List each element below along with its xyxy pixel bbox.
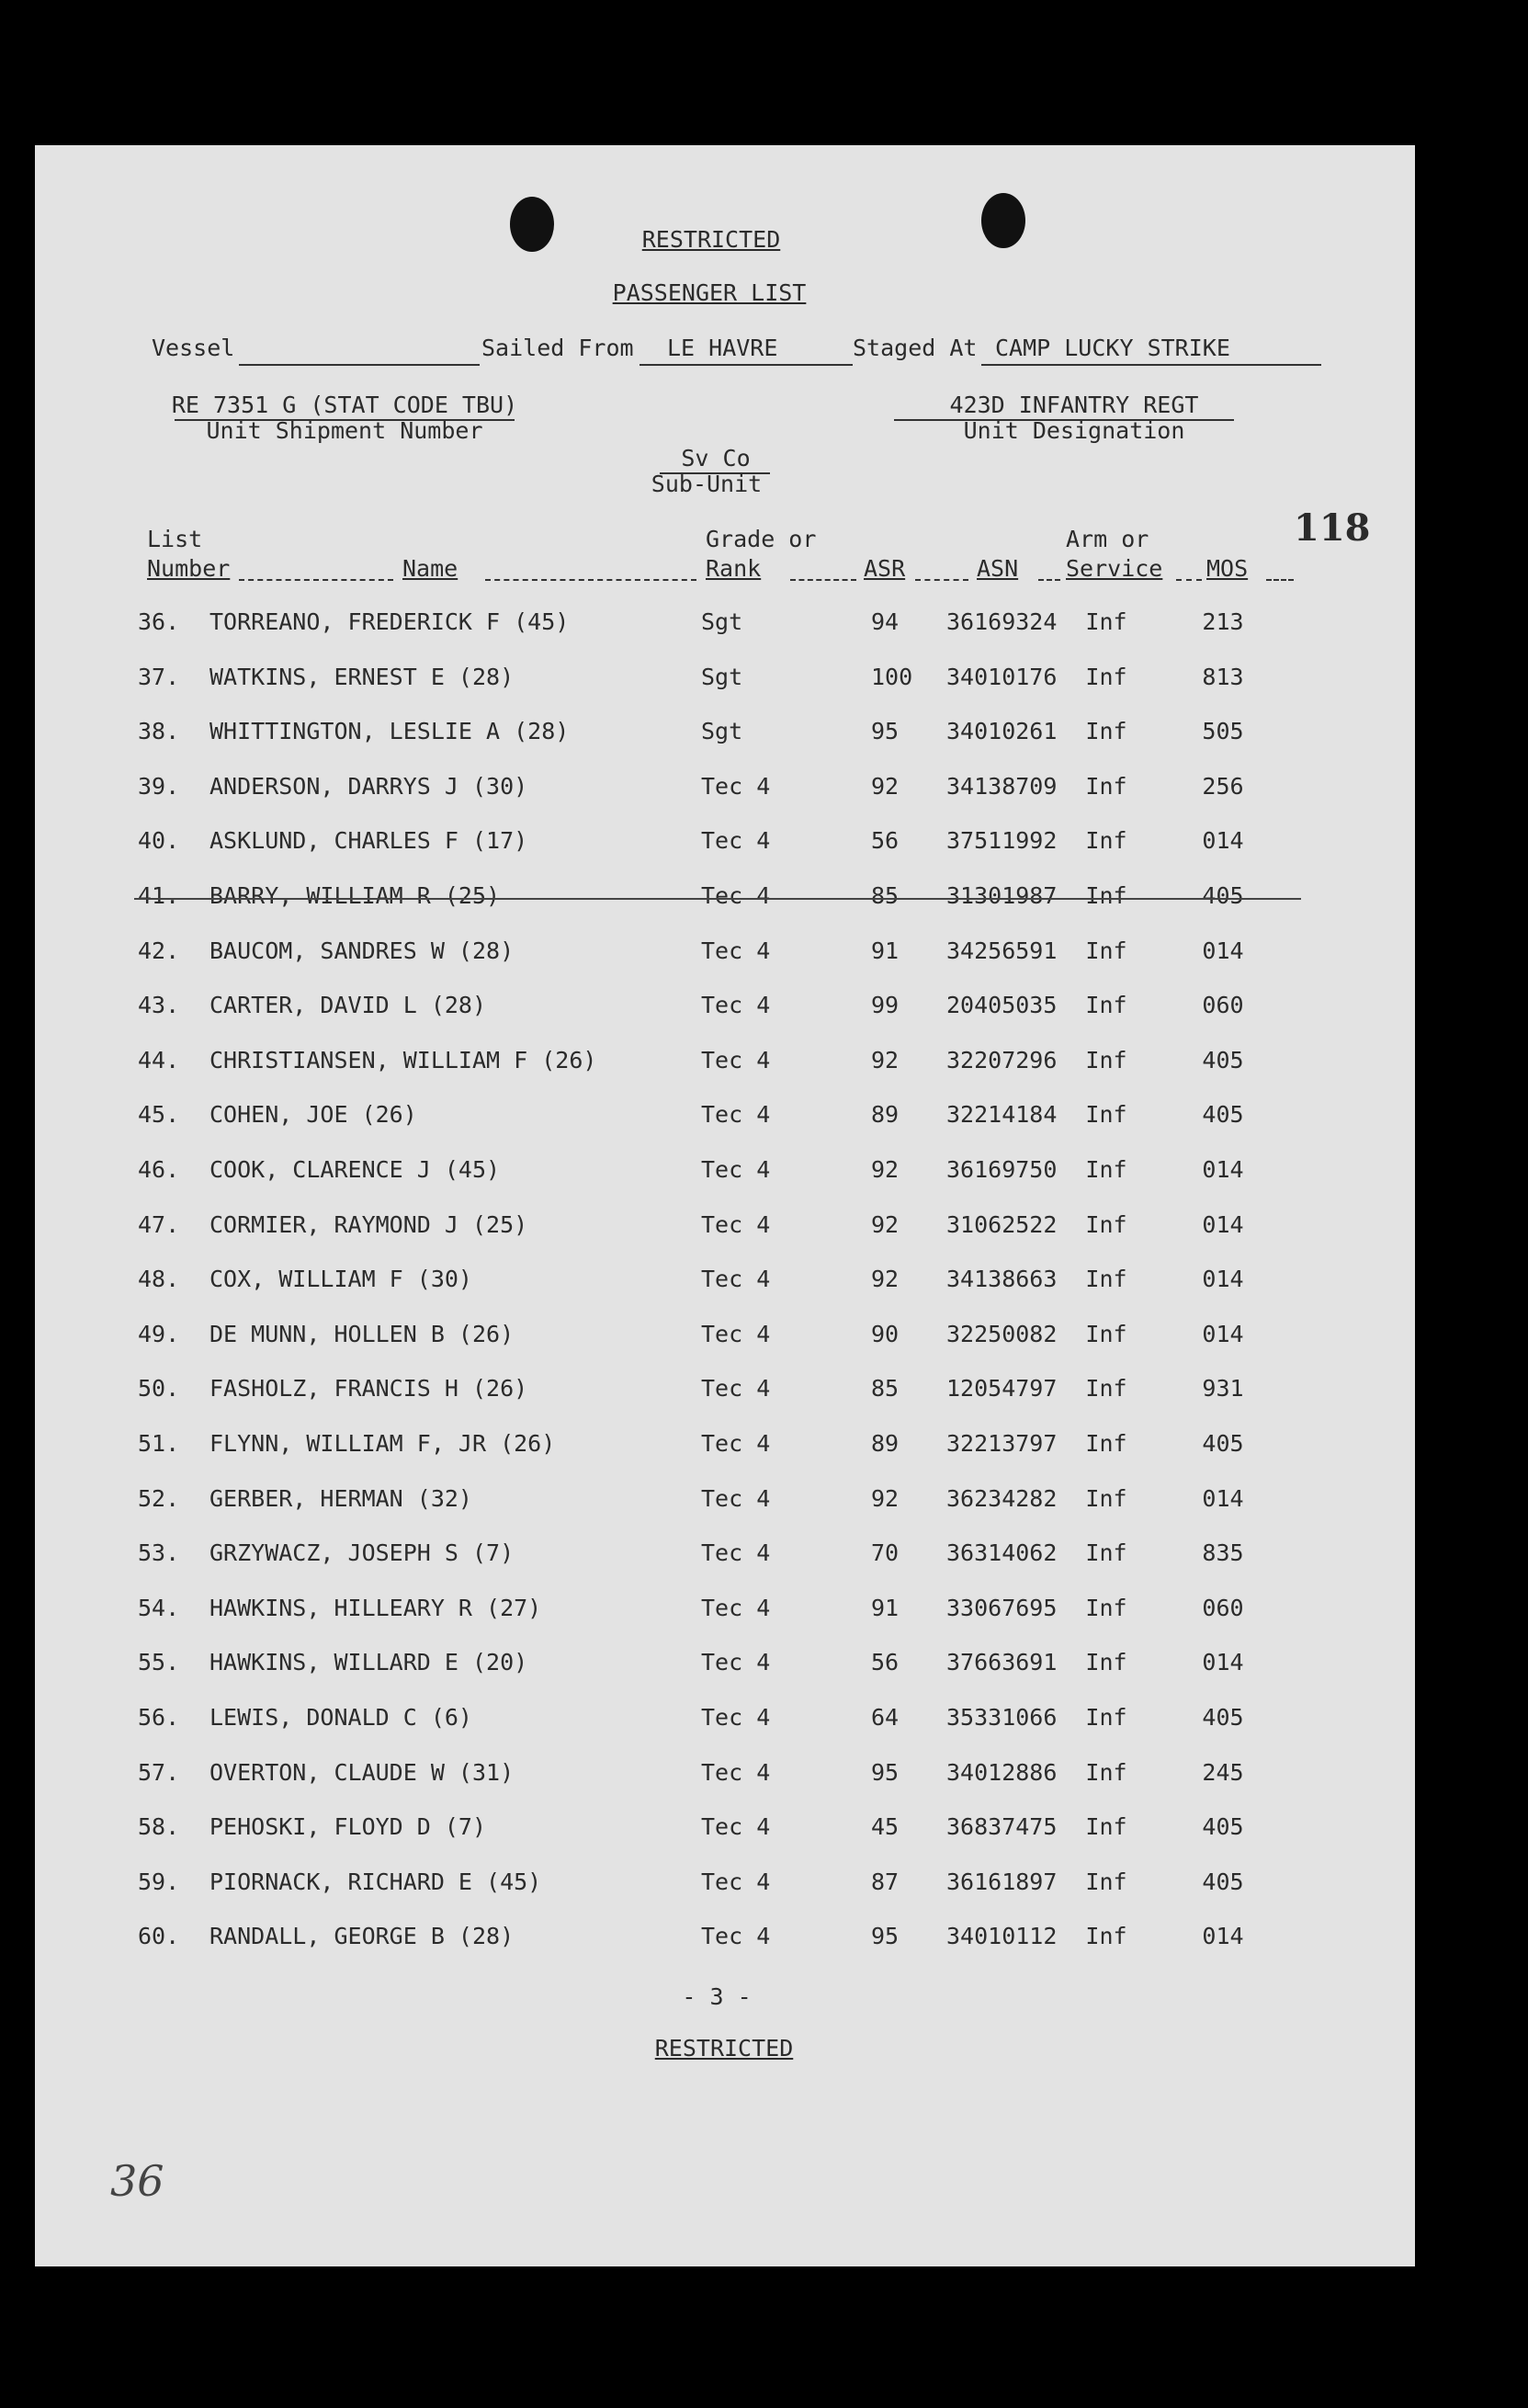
mos-cell: 014 xyxy=(1202,937,1244,964)
list-number-cell: 36. xyxy=(138,608,180,635)
table-row xyxy=(35,769,1415,806)
grade-cell: Tec 4 xyxy=(701,1101,771,1129)
arm-cell: Inf xyxy=(1085,1868,1127,1895)
restricted-bottom: RESTRICTED xyxy=(654,2035,794,2062)
asr-cell: 91 xyxy=(871,1594,900,1621)
col-asn: ASN xyxy=(977,555,1019,582)
arm-cell: Inf xyxy=(1085,882,1127,909)
grade-cell: Tec 4 xyxy=(701,1923,771,1950)
list-number-cell: 47. xyxy=(138,1210,180,1238)
asn-cell: 32207296 xyxy=(946,1046,1058,1073)
header-dash xyxy=(790,579,856,581)
name-cell: ASKLUND, CHARLES F (17) xyxy=(209,827,528,855)
list-number-cell: 41. xyxy=(138,882,180,909)
table-row xyxy=(35,605,1415,642)
col-grade-2: Rank xyxy=(706,555,762,582)
asr-cell: 90 xyxy=(871,1320,900,1347)
table-row xyxy=(35,1645,1415,1682)
asn-cell: 35331066 xyxy=(946,1704,1058,1731)
table-row xyxy=(35,1208,1415,1244)
arm-cell: Inf xyxy=(1085,1320,1127,1347)
table-row xyxy=(35,1536,1415,1573)
asn-cell: 34010112 xyxy=(946,1923,1058,1950)
asn-cell: 34256591 xyxy=(946,937,1058,964)
name-cell: FASHOLZ, FRANCIS H (26) xyxy=(209,1375,528,1403)
arm-cell: Inf xyxy=(1085,1375,1127,1403)
asn-cell: 34010176 xyxy=(946,663,1058,690)
asn-cell: 32213797 xyxy=(946,1430,1058,1457)
shipment-number-value: RE 7351 G (STAT CODE TBU) xyxy=(171,392,518,418)
table-row xyxy=(35,660,1415,697)
arm-cell: Inf xyxy=(1085,1046,1127,1073)
name-cell: GERBER, HERMAN (32) xyxy=(209,1484,472,1512)
mos-cell: 014 xyxy=(1202,1923,1244,1950)
arm-cell: Inf xyxy=(1085,1594,1127,1621)
grade-cell: Tec 4 xyxy=(701,1539,771,1567)
sub-unit-value: Sv Co xyxy=(681,445,751,471)
asn-cell: 34138663 xyxy=(946,1266,1058,1293)
name-cell: COOK, CLARENCE J (45) xyxy=(209,1156,501,1183)
asr-cell: 56 xyxy=(871,827,900,855)
table-row xyxy=(35,1700,1415,1737)
arm-cell: Inf xyxy=(1085,1649,1127,1676)
asr-cell: 45 xyxy=(871,1813,900,1841)
name-cell: DE MUNN, HOLLEN B (26) xyxy=(209,1320,515,1347)
arm-cell: Inf xyxy=(1085,1539,1127,1567)
list-number-cell: 57. xyxy=(138,1758,180,1786)
asn-cell: 37511992 xyxy=(946,827,1058,855)
asr-cell: 91 xyxy=(871,937,900,964)
asr-cell: 70 xyxy=(871,1539,900,1567)
asr-cell: 89 xyxy=(871,1430,900,1457)
arm-cell: Inf xyxy=(1085,772,1127,800)
table-row xyxy=(35,1317,1415,1354)
asr-cell: 85 xyxy=(871,1375,900,1403)
name-cell: CHRISTIANSEN, WILLIAM F (26) xyxy=(209,1046,597,1073)
sailed-from-line xyxy=(639,364,853,366)
asr-cell: 94 xyxy=(871,608,900,635)
name-cell: HAWKINS, WILLARD E (20) xyxy=(209,1649,528,1676)
grade-cell: Sgt xyxy=(701,718,743,745)
mos-cell: 014 xyxy=(1202,1320,1244,1347)
arm-cell: Inf xyxy=(1085,1758,1127,1786)
asr-cell: 85 xyxy=(871,882,900,909)
mos-cell: 405 xyxy=(1202,1704,1244,1731)
mos-cell: 014 xyxy=(1202,1649,1244,1676)
list-number-cell: 44. xyxy=(138,1046,180,1073)
mos-cell: 014 xyxy=(1202,1484,1244,1512)
grade-cell: Tec 4 xyxy=(701,1594,771,1621)
arm-cell: Inf xyxy=(1085,1266,1127,1293)
shipment-number-label: Unit Shipment Number xyxy=(206,417,483,444)
grade-cell: Tec 4 xyxy=(701,1210,771,1238)
arm-cell: Inf xyxy=(1085,608,1127,635)
sailed-from-value: LE HAVRE xyxy=(667,335,778,361)
table-row xyxy=(35,1097,1415,1134)
grade-cell: Tec 4 xyxy=(701,882,771,909)
arm-cell: Inf xyxy=(1085,827,1127,855)
name-cell: LEWIS, DONALD C (6) xyxy=(209,1704,472,1731)
name-cell: RANDALL, GEORGE B (28) xyxy=(209,1923,515,1950)
list-number-cell: 50. xyxy=(138,1375,180,1403)
name-cell: CORMIER, RAYMOND J (25) xyxy=(209,1210,528,1238)
list-number-cell: 42. xyxy=(138,937,180,964)
asr-cell: 99 xyxy=(871,992,900,1019)
list-number-cell: 56. xyxy=(138,1704,180,1731)
grade-cell: Tec 4 xyxy=(701,1868,771,1895)
mos-cell: 245 xyxy=(1202,1758,1244,1786)
asn-cell: 36169750 xyxy=(946,1156,1058,1183)
name-cell: WHITTINGTON, LESLIE A (28) xyxy=(209,718,570,745)
name-cell: OVERTON, CLAUDE W (31) xyxy=(209,1758,515,1786)
asn-cell: 36314062 xyxy=(946,1539,1058,1567)
name-cell: TORREANO, FREDERICK F (45) xyxy=(209,608,570,635)
arm-cell: Inf xyxy=(1085,718,1127,745)
asr-cell: 64 xyxy=(871,1704,900,1731)
arm-cell: Inf xyxy=(1085,663,1127,690)
name-cell: WATKINS, ERNEST E (28) xyxy=(209,663,515,690)
arm-cell: Inf xyxy=(1085,1101,1127,1129)
arm-cell: Inf xyxy=(1085,1484,1127,1512)
list-number-cell: 43. xyxy=(138,992,180,1019)
header-dash xyxy=(239,579,393,581)
arm-cell: Inf xyxy=(1085,937,1127,964)
punch-hole xyxy=(981,193,1025,248)
arm-cell: Inf xyxy=(1085,1430,1127,1457)
grade-cell: Tec 4 xyxy=(701,1046,771,1073)
name-cell: HAWKINS, HILLEARY R (27) xyxy=(209,1594,542,1621)
list-number-cell: 38. xyxy=(138,718,180,745)
asr-cell: 92 xyxy=(871,1210,900,1238)
list-number-cell: 60. xyxy=(138,1923,180,1950)
mos-cell: 014 xyxy=(1202,827,1244,855)
table-row xyxy=(35,1591,1415,1628)
header-dash xyxy=(915,579,968,581)
col-list-number-2: Number xyxy=(147,555,231,582)
name-cell: COX, WILLIAM F (30) xyxy=(209,1266,472,1293)
table-row xyxy=(35,1919,1415,1956)
list-number-cell: 49. xyxy=(138,1320,180,1347)
mos-cell: 060 xyxy=(1202,992,1244,1019)
asr-cell: 95 xyxy=(871,1758,900,1786)
mos-cell: 835 xyxy=(1202,1539,1244,1567)
mos-cell: 405 xyxy=(1202,1101,1244,1129)
asr-cell: 56 xyxy=(871,1649,900,1676)
arm-cell: Inf xyxy=(1085,1813,1127,1841)
mos-cell: 405 xyxy=(1202,882,1244,909)
col-grade-1: Grade or xyxy=(706,526,817,552)
mos-cell: 014 xyxy=(1202,1210,1244,1238)
table-row xyxy=(35,1755,1415,1792)
name-cell: ANDERSON, DARRYS J (30) xyxy=(209,772,528,800)
table-row xyxy=(35,988,1415,1025)
list-number-cell: 37. xyxy=(138,663,180,690)
grade-cell: Sgt xyxy=(701,663,743,690)
mos-cell: 405 xyxy=(1202,1868,1244,1895)
grade-cell: Tec 4 xyxy=(701,1649,771,1676)
asr-cell: 95 xyxy=(871,1923,900,1950)
col-asr: ASR xyxy=(864,555,906,582)
asn-cell: 36161897 xyxy=(946,1868,1058,1895)
grade-cell: Tec 4 xyxy=(701,1375,771,1403)
staged-at-line xyxy=(981,364,1321,366)
mos-cell: 256 xyxy=(1202,772,1244,800)
strikethrough-line xyxy=(134,898,1301,900)
mos-cell: 505 xyxy=(1202,718,1244,745)
name-cell: FLYNN, WILLIAM F, JR (26) xyxy=(209,1430,556,1457)
asr-cell: 89 xyxy=(871,1101,900,1129)
asn-cell: 34012886 xyxy=(946,1758,1058,1786)
grade-cell: Sgt xyxy=(701,608,743,635)
mos-cell: 813 xyxy=(1202,663,1244,690)
name-cell: BARRY, WILLIAM R (25) xyxy=(209,882,501,909)
grade-cell: Tec 4 xyxy=(701,1704,771,1731)
mos-cell: 014 xyxy=(1202,1156,1244,1183)
list-number-cell: 46. xyxy=(138,1156,180,1183)
header-dash xyxy=(1266,579,1294,581)
list-number-cell: 45. xyxy=(138,1101,180,1129)
header-dash xyxy=(485,579,696,581)
list-number-cell: 55. xyxy=(138,1649,180,1676)
table-row xyxy=(35,1043,1415,1080)
asr-cell: 92 xyxy=(871,1046,900,1073)
arm-cell: Inf xyxy=(1085,1210,1127,1238)
grade-cell: Tec 4 xyxy=(701,1266,771,1293)
col-mos: MOS xyxy=(1206,555,1249,582)
mos-cell: 213 xyxy=(1202,608,1244,635)
name-cell: COHEN, JOE (26) xyxy=(209,1101,417,1129)
list-number-cell: 40. xyxy=(138,827,180,855)
table-row xyxy=(35,879,1415,915)
list-number-cell: 54. xyxy=(138,1594,180,1621)
header-dash xyxy=(1038,579,1060,581)
arm-cell: Inf xyxy=(1085,992,1127,1019)
list-number-cell: 51. xyxy=(138,1430,180,1457)
grade-cell: Tec 4 xyxy=(701,1430,771,1457)
header-dash xyxy=(1176,579,1202,581)
staged-at-label: Staged At xyxy=(853,335,978,361)
asn-cell: 36837475 xyxy=(946,1813,1058,1841)
asn-cell: 36234282 xyxy=(946,1484,1058,1512)
sub-unit-label: Sub-Unit xyxy=(651,471,763,497)
table-row xyxy=(35,1810,1415,1846)
asn-cell: 34138709 xyxy=(946,772,1058,800)
table-row xyxy=(35,1482,1415,1518)
arm-cell: Inf xyxy=(1085,1923,1127,1950)
table-row xyxy=(35,1262,1415,1299)
asn-cell: 34010261 xyxy=(946,718,1058,745)
asr-cell: 92 xyxy=(871,772,900,800)
asr-cell: 92 xyxy=(871,1156,900,1183)
restricted-top: RESTRICTED xyxy=(641,226,781,253)
punch-hole xyxy=(510,197,554,252)
asn-cell: 37663691 xyxy=(946,1649,1058,1676)
grade-cell: Tec 4 xyxy=(701,1484,771,1512)
vessel-line xyxy=(239,364,480,366)
col-arm-2: Service xyxy=(1066,555,1163,582)
col-name: Name xyxy=(402,555,458,582)
grade-cell: Tec 4 xyxy=(701,1156,771,1183)
unit-designation-value: 423D INFANTRY REGT xyxy=(949,392,1199,418)
unit-designation-label: Unit Designation xyxy=(963,417,1185,444)
table-row xyxy=(35,1865,1415,1902)
table-row xyxy=(35,714,1415,751)
page-footer-number: - 3 - xyxy=(682,1983,752,2010)
grade-cell: Tec 4 xyxy=(701,1320,771,1347)
list-number-cell: 39. xyxy=(138,772,180,800)
mos-cell: 405 xyxy=(1202,1813,1244,1841)
asr-cell: 92 xyxy=(871,1266,900,1293)
handwritten-mark: 36 xyxy=(110,2156,164,2206)
page-number: 118 xyxy=(1294,506,1371,550)
name-cell: CARTER, DAVID L (28) xyxy=(209,992,487,1019)
name-cell: PIORNACK, RICHARD E (45) xyxy=(209,1868,542,1895)
table-row xyxy=(35,1426,1415,1463)
vessel-label: Vessel xyxy=(152,335,235,361)
table-row xyxy=(35,1371,1415,1408)
grade-cell: Tec 4 xyxy=(701,1758,771,1786)
grade-cell: Tec 4 xyxy=(701,992,771,1019)
list-number-cell: 58. xyxy=(138,1813,180,1841)
mos-cell: 931 xyxy=(1202,1375,1244,1403)
asn-cell: 20405035 xyxy=(946,992,1058,1019)
asr-cell: 87 xyxy=(871,1868,900,1895)
document-page xyxy=(35,145,1415,2266)
mos-cell: 060 xyxy=(1202,1594,1244,1621)
list-number-cell: 53. xyxy=(138,1539,180,1567)
table-row xyxy=(35,823,1415,860)
asn-cell: 32214184 xyxy=(946,1101,1058,1129)
arm-cell: Inf xyxy=(1085,1704,1127,1731)
asr-cell: 92 xyxy=(871,1484,900,1512)
mos-cell: 405 xyxy=(1202,1430,1244,1457)
grade-cell: Tec 4 xyxy=(701,827,771,855)
asn-cell: 33067695 xyxy=(946,1594,1058,1621)
grade-cell: Tec 4 xyxy=(701,1813,771,1841)
col-list-number-1: List xyxy=(147,526,203,552)
name-cell: PEHOSKI, FLOYD D (7) xyxy=(209,1813,487,1841)
table-row xyxy=(35,1153,1415,1189)
asn-cell: 12054797 xyxy=(946,1375,1058,1403)
name-cell: BAUCOM, SANDRES W (28) xyxy=(209,937,515,964)
document-title: PASSENGER LIST xyxy=(612,279,807,306)
asn-cell: 31301987 xyxy=(946,882,1058,909)
mos-cell: 405 xyxy=(1202,1046,1244,1073)
grade-cell: Tec 4 xyxy=(701,937,771,964)
asn-cell: 36169324 xyxy=(946,608,1058,635)
sailed-from-label: Sailed From xyxy=(481,335,634,361)
asr-cell: 95 xyxy=(871,718,900,745)
grade-cell: Tec 4 xyxy=(701,772,771,800)
asr-cell: 100 xyxy=(871,663,913,690)
list-number-cell: 59. xyxy=(138,1868,180,1895)
name-cell: GRZYWACZ, JOSEPH S (7) xyxy=(209,1539,515,1567)
staged-at-value: CAMP LUCKY STRIKE xyxy=(995,335,1230,361)
asn-cell: 31062522 xyxy=(946,1210,1058,1238)
asn-cell: 32250082 xyxy=(946,1320,1058,1347)
list-number-cell: 48. xyxy=(138,1266,180,1293)
table-row xyxy=(35,934,1415,971)
arm-cell: Inf xyxy=(1085,1156,1127,1183)
list-number-cell: 52. xyxy=(138,1484,180,1512)
col-arm-1: Arm or xyxy=(1066,526,1149,552)
mos-cell: 014 xyxy=(1202,1266,1244,1293)
